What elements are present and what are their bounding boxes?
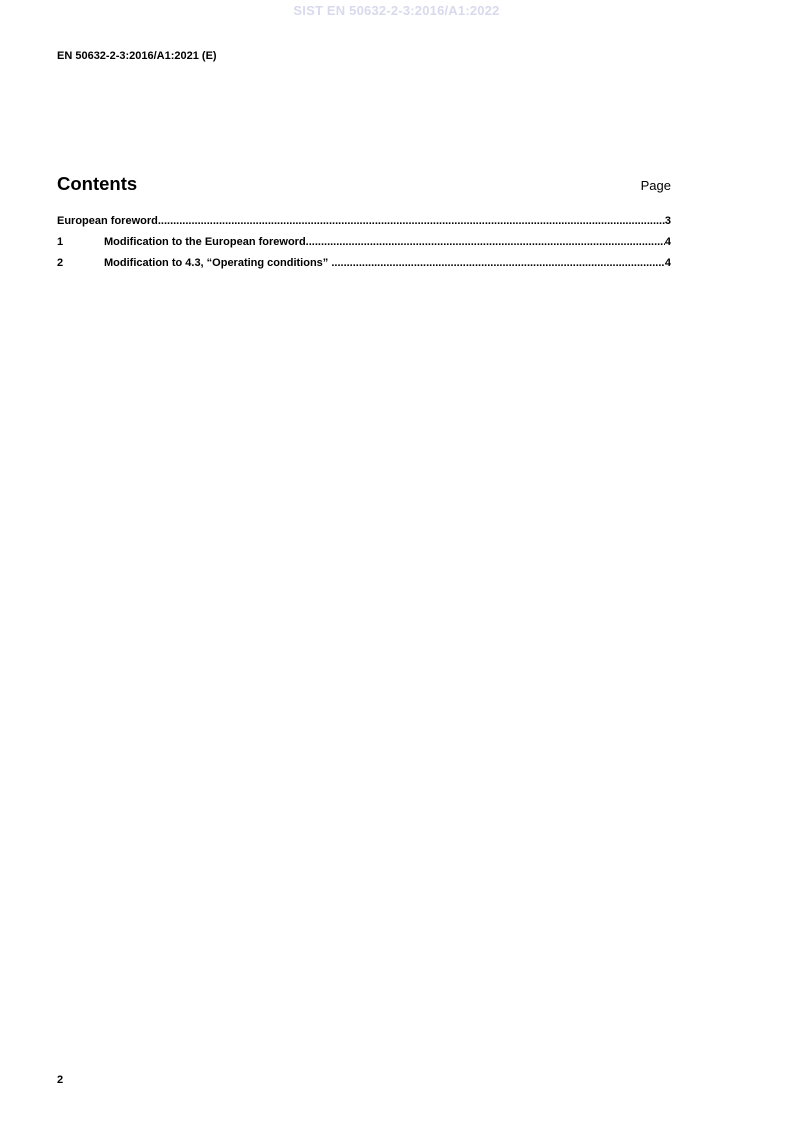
toc-dot-leader bbox=[331, 257, 665, 269]
toc-entry-title: Modification to the European foreword bbox=[104, 236, 306, 248]
toc-dot-leader bbox=[158, 215, 665, 227]
watermark-text: SIST EN 50632-2-3:2016/A1:2022 bbox=[293, 3, 500, 18]
document-identifier: EN 50632-2-3:2016/A1:2021 (E) bbox=[57, 50, 217, 62]
toc-entry-page: 3 bbox=[664, 215, 671, 227]
toc-entry-number: 2 bbox=[57, 257, 64, 269]
toc-entry-number: 1 bbox=[57, 236, 64, 248]
table-of-contents bbox=[57, 215, 671, 278]
toc-entry-modification-foreword[interactable] bbox=[57, 236, 671, 257]
page-number: 2 bbox=[57, 1074, 64, 1086]
contents-heading: Contents bbox=[57, 173, 138, 194]
toc-entry-page: 4 bbox=[664, 236, 671, 248]
toc-entry-page: 4 bbox=[664, 257, 671, 269]
page-column-label: Page bbox=[640, 178, 671, 193]
toc-entry-european-foreword[interactable] bbox=[57, 215, 671, 236]
toc-entry-modification-operating-conditions[interactable] bbox=[57, 257, 671, 278]
toc-entry-title: Modification to 4.3, “Operating conditions” bbox=[104, 257, 332, 269]
toc-dot-leader bbox=[306, 236, 665, 248]
toc-entry-title: European foreword bbox=[57, 215, 158, 227]
